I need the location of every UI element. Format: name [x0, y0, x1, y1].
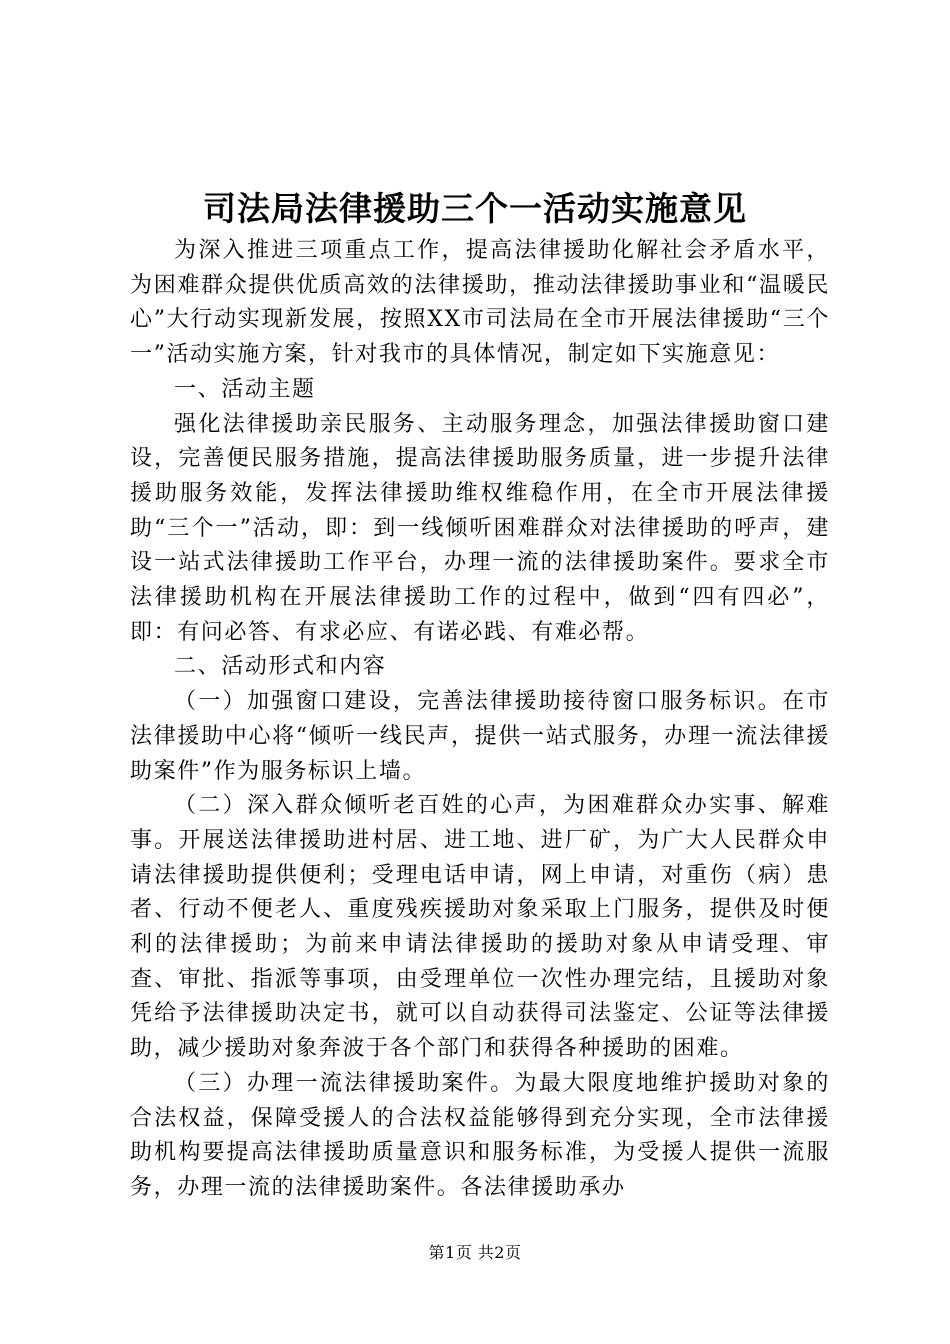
intro-paragraph: 为深入推进三项重点工作，提高法律援助化解社会矛盾水平，为困难群众提供优质高效的法律援助，推动法律援助事业和“温暖民心”大行动实现新发展，按照XX市司法局在全市开展法律援助“三个一”活动实施方案，针对我市的具体情况，制定如下实施意见：	[130, 238, 830, 368]
theme-paragraph: 强化法律援助亲民服务、主动服务理念，加强法律援助窗口建设，完善便民服务措施，提高法律援助服务质量，进一步提升法律援助服务效能，发挥法律援助维权维稳作用，在全市开展法律援助“三个一”活动，即：到一线倾听困难群众对法律援助的呼声，建设一站式法律援助工作平台，办理一流的法律援助案件。要求全市法律援助机构在开展法律援助工作的过程中，做到“四有四必”，即：有问必答、有求必应、有诺必践、有难必帮。	[130, 411, 830, 645]
item-two-paragraph: （二）深入群众倾听老百姓的心声，为困难群众办实事、解难事。开展送法律援助进村居、进工地、进厂矿，为广大人民群众申请法律援助提供便利；受理电话申请，网上申请，对重伤（病）患者、行动不便老人、重度残疾援助对象采取上门服务，提供及时便利的法律援助；为前来申请法律援助的援助对象从申请受理、审查、审批、指派等事项，由受理单位一次性办理完结，且援助对象凭给予法律援助决定书，就可以自动获得司法鉴定、公证等法律援助，减少援助对象奔波于各个部门和获得各种援助的困难。	[130, 793, 830, 1062]
section-heading-forms: 二、活动形式和内容	[174, 654, 387, 680]
item-one-paragraph: （一）加强窗口建设，完善法律援助接待窗口服务标识。在市法律援助中心将“倾听一线民声，提供一站式服务，办理一流法律援助案件”作为服务标识上墙。	[130, 689, 830, 784]
section-heading-theme: 一、活动主题	[174, 376, 316, 402]
page-number-footer: 第1页 共2页	[428, 1243, 522, 1262]
item-three-paragraph: （三）办理一流法律援助案件。为最大限度地维护援助对象的合法权益，保障受援人的合法权益能够得到充分实现，全市法律援助机构要提高法律援助质量意识和服务标准，为受援人提供一流服务，办理一流的法律援助案件。各法律援助承办	[130, 1070, 830, 1200]
document-body	[130, 234, 830, 1206]
document-title: 司法局法律援助三个一活动实施意见	[203, 189, 747, 228]
